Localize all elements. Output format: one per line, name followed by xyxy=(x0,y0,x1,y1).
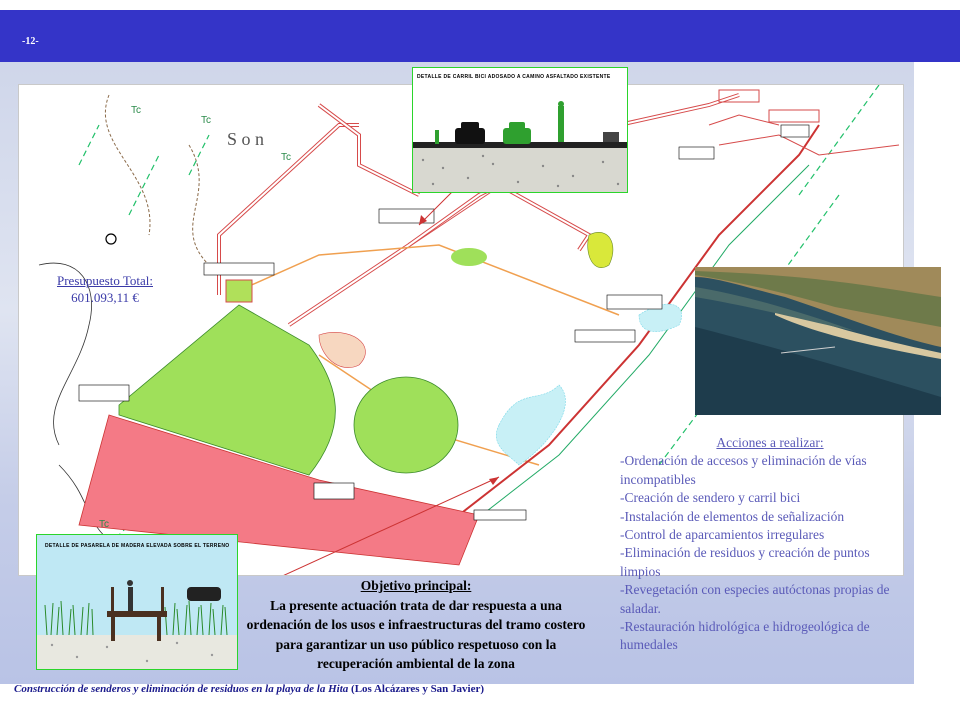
action-item: -Eliminación de residuos y creación de puntos limpios xyxy=(620,545,870,579)
footer-location: (Los Alcázares y San Javier) xyxy=(348,683,485,695)
actions-title: Acciones a realizar: xyxy=(716,435,824,450)
aerial-photo-image xyxy=(695,267,941,415)
walkway-detail-drawing xyxy=(37,535,237,669)
objective-title: Objetivo principal: xyxy=(360,578,472,593)
aerial-photo xyxy=(695,267,941,415)
bike-lane-detail-inset xyxy=(412,67,628,193)
objective-block xyxy=(246,576,586,674)
budget-amount: 601.093,11 € xyxy=(71,290,139,305)
page-number: -12- xyxy=(22,36,39,47)
bike-lane-detail-caption: DETALLE DE CARRIL BICI ADOSADO A CAMINO ASFALTADO EXISTENTE xyxy=(417,74,611,80)
svg-text:Tc: Tc xyxy=(281,152,291,163)
action-item: -Creación de sendero y carril bici xyxy=(620,490,801,506)
actions-block xyxy=(620,434,910,655)
action-item: -Restauración hidrológica e hidrogeológica de humedales xyxy=(620,619,870,653)
budget-label: Presupuesto Total: xyxy=(57,273,153,288)
bike-lane-detail-drawing xyxy=(413,68,627,192)
svg-text:Tc: Tc xyxy=(201,115,211,126)
svg-text:S o n: S o n xyxy=(227,129,265,149)
action-item: -Instalación de elementos de señalización xyxy=(620,508,845,524)
action-item: -Revegetación con especies autóctonas propias de saladar. xyxy=(620,582,890,616)
footer-caption xyxy=(14,683,484,695)
budget-block xyxy=(30,272,180,306)
svg-text:Tc: Tc xyxy=(131,105,141,116)
walkway-detail-inset xyxy=(36,534,238,670)
action-item: -Ordenación de accesos y eliminación de vías incompatibles xyxy=(620,453,867,487)
objective-text: La presente actuación trata de dar respuesta a una ordenación de los usos e infraestructuras del tramo costero para garantizar un uso público respetuoso con la recuperación ambiental de la zona xyxy=(246,597,586,671)
svg-text:Tc: Tc xyxy=(99,519,109,530)
header-bar xyxy=(0,10,960,62)
walkway-detail-caption: DETALLE DE PASARELA DE MADERA ELEVADA SOBRE EL TERRENO xyxy=(45,543,230,549)
action-item: -Control de aparcamientos irregulares xyxy=(620,527,825,543)
footer-title: Construcción de senderos y eliminación de residuos en la playa de la Hita xyxy=(14,683,349,695)
